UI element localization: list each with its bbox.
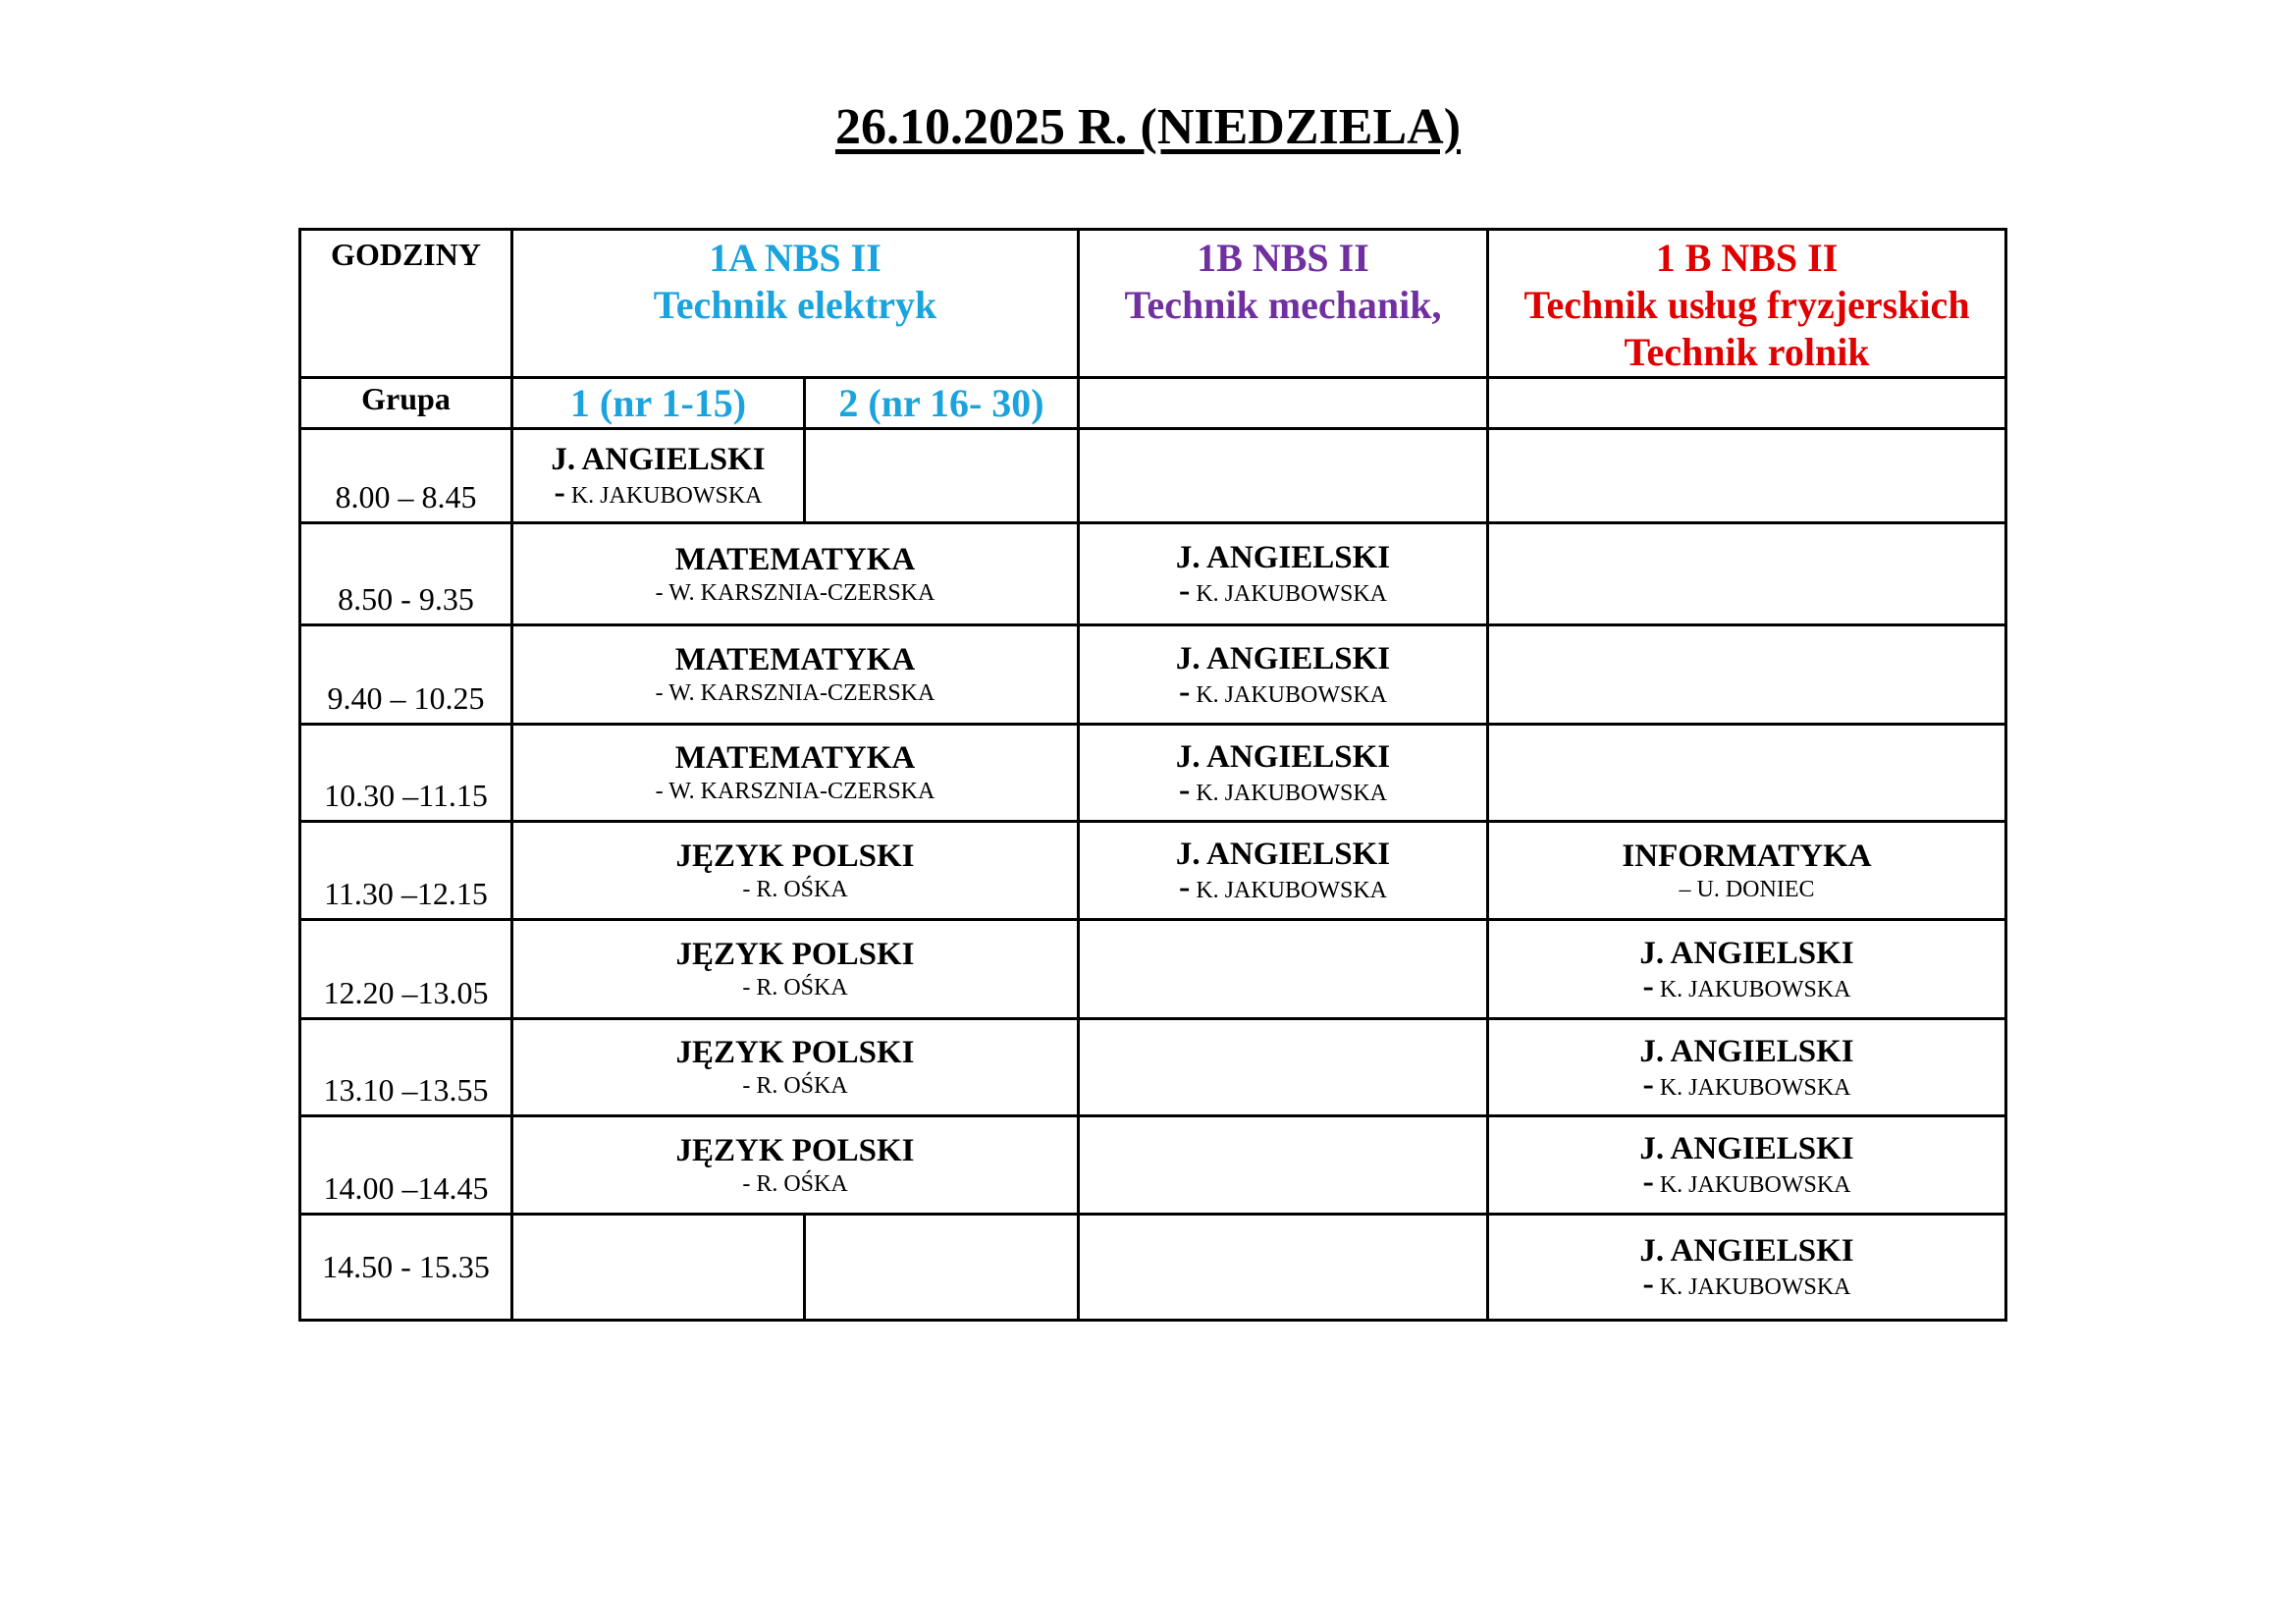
table-row bbox=[300, 625, 2006, 725]
table-row bbox=[300, 822, 2006, 920]
lesson-cell bbox=[1488, 920, 2006, 1019]
empty-cell bbox=[512, 1215, 805, 1321]
subject: JĘZYK POLSKI bbox=[675, 1132, 915, 1168]
time-cell: 12.20 –13.05 bbox=[300, 920, 512, 1019]
header-grupa: Grupa bbox=[300, 378, 512, 429]
empty-cell bbox=[1488, 725, 2006, 822]
subject: J. ANGIELSKI bbox=[1639, 935, 1854, 971]
class-1b-spec: Technik mechanik, bbox=[1124, 283, 1442, 327]
lesson-cell bbox=[512, 920, 1079, 1019]
teacher: - K. JAKUBOWSKA bbox=[1179, 771, 1387, 808]
teacher: - K. JAKUBOWSKA bbox=[1642, 1266, 1851, 1302]
class-1b2-spec2: Technik rolnik bbox=[1624, 330, 1870, 374]
empty-cell bbox=[1079, 1215, 1488, 1321]
group-2-label: 2 (nr 16- 30) bbox=[805, 378, 1079, 429]
lesson-cell bbox=[512, 725, 1079, 822]
lesson-cell bbox=[512, 822, 1079, 920]
header-class-1a bbox=[512, 230, 1079, 378]
teacher: - K. JAKUBOWSKA bbox=[1179, 572, 1387, 609]
lesson-cell bbox=[512, 1116, 1079, 1215]
subject: MATEMATYKA bbox=[674, 642, 916, 677]
time-cell: 14.00 –14.45 bbox=[300, 1116, 512, 1215]
subject: JĘZYK POLSKI bbox=[675, 838, 915, 874]
table-row bbox=[300, 1019, 2006, 1116]
time-cell: 9.40 – 10.25 bbox=[300, 625, 512, 725]
empty-cell bbox=[805, 429, 1079, 523]
teacher: - K. JAKUBOWSKA bbox=[1179, 673, 1387, 710]
lesson-cell bbox=[1488, 1019, 2006, 1116]
empty-cell bbox=[1488, 378, 2006, 429]
subject: J. ANGIELSKI bbox=[551, 442, 766, 477]
header-row-groups bbox=[300, 378, 2006, 429]
subject: J. ANGIELSKI bbox=[1639, 1233, 1854, 1269]
lesson-cell bbox=[1079, 725, 1488, 822]
time-cell: 14.50 - 15.35 bbox=[300, 1215, 512, 1321]
teacher: - K. JAKUBOWSKA bbox=[1642, 1065, 1851, 1103]
teacher: - K. JAKUBOWSKA bbox=[1179, 869, 1387, 905]
teacher: – U. DONIEC bbox=[1679, 876, 1815, 902]
lesson-cell bbox=[512, 1019, 1079, 1116]
subject: MATEMATYKA bbox=[674, 740, 916, 776]
subject: JĘZYK POLSKI bbox=[675, 937, 915, 972]
time-cell: 8.00 – 8.45 bbox=[300, 429, 512, 523]
teacher: - W. KARSZNIA-CZERSKA bbox=[655, 779, 935, 804]
subject: INFORMATYKA bbox=[1622, 838, 1872, 874]
empty-cell bbox=[1079, 429, 1488, 523]
subject: J. ANGIELSKI bbox=[1639, 1033, 1854, 1069]
empty-cell bbox=[1488, 429, 2006, 523]
class-1b2-name: 1 B NBS II bbox=[1655, 236, 1839, 280]
lesson-cell bbox=[1079, 822, 1488, 920]
empty-cell bbox=[1488, 625, 2006, 725]
page-title: 26.10.2025 R. (NIEDZIELA) bbox=[834, 99, 1462, 155]
empty-cell bbox=[1079, 1116, 1488, 1215]
header-godziny: GODZINY bbox=[300, 230, 512, 378]
lesson-cell bbox=[512, 625, 1079, 725]
time-cell: 8.50 - 9.35 bbox=[300, 523, 512, 625]
table-row bbox=[300, 1215, 2006, 1321]
subject: J. ANGIELSKI bbox=[1639, 1131, 1854, 1166]
table-row bbox=[300, 725, 2006, 822]
header-row-classes bbox=[300, 230, 2006, 378]
empty-cell bbox=[1488, 523, 2006, 625]
subject: J. ANGIELSKI bbox=[1175, 540, 1391, 575]
time-cell: 10.30 –11.15 bbox=[300, 725, 512, 822]
class-1b2-spec1: Technik usług fryzjerskich bbox=[1523, 283, 1970, 327]
subject: JĘZYK POLSKI bbox=[675, 1035, 915, 1070]
lesson-cell bbox=[1079, 625, 1488, 725]
subject: J. ANGIELSKI bbox=[1175, 738, 1391, 775]
teacher: - R. OŚKA bbox=[742, 1073, 848, 1099]
lesson-cell bbox=[512, 429, 805, 523]
teacher: - K. JAKUBOWSKA bbox=[554, 474, 763, 511]
subject: J. ANGIELSKI bbox=[1175, 837, 1391, 872]
empty-cell bbox=[805, 1215, 1079, 1321]
teacher: - K. JAKUBOWSKA bbox=[1642, 967, 1851, 1004]
table-row bbox=[300, 429, 2006, 523]
lesson-cell bbox=[1079, 523, 1488, 625]
table-row bbox=[300, 523, 2006, 625]
table-row bbox=[300, 920, 2006, 1019]
class-1a-name: 1A NBS II bbox=[709, 236, 881, 280]
teacher: - R. OŚKA bbox=[742, 1170, 848, 1197]
table-row bbox=[300, 1116, 2006, 1215]
schedule-table bbox=[298, 228, 2007, 1322]
time-cell: 11.30 –12.15 bbox=[300, 822, 512, 920]
empty-cell bbox=[1079, 920, 1488, 1019]
teacher: - K. JAKUBOWSKA bbox=[1642, 1164, 1851, 1200]
lesson-cell bbox=[1488, 1116, 2006, 1215]
empty-cell bbox=[1079, 1019, 1488, 1116]
subject: MATEMATYKA bbox=[674, 541, 916, 577]
lesson-cell bbox=[1488, 1215, 2006, 1321]
lesson-cell bbox=[1488, 822, 2006, 920]
subject: J. ANGIELSKI bbox=[1175, 640, 1391, 677]
header-class-1b bbox=[1079, 230, 1488, 378]
lesson-cell bbox=[512, 523, 1079, 625]
group-1-label: 1 (nr 1-15) bbox=[512, 378, 805, 429]
class-1a-spec: Technik elektryk bbox=[653, 283, 937, 327]
header-class-1b2 bbox=[1488, 230, 2006, 378]
teacher: - W. KARSZNIA-CZERSKA bbox=[655, 680, 935, 706]
time-cell: 13.10 –13.55 bbox=[300, 1019, 512, 1116]
teacher: - W. KARSZNIA-CZERSKA bbox=[655, 579, 935, 606]
teacher: - R. OŚKA bbox=[742, 975, 848, 1001]
teacher: - R. OŚKA bbox=[742, 876, 848, 902]
class-1b-name: 1B NBS II bbox=[1197, 236, 1369, 280]
empty-cell bbox=[1079, 378, 1488, 429]
